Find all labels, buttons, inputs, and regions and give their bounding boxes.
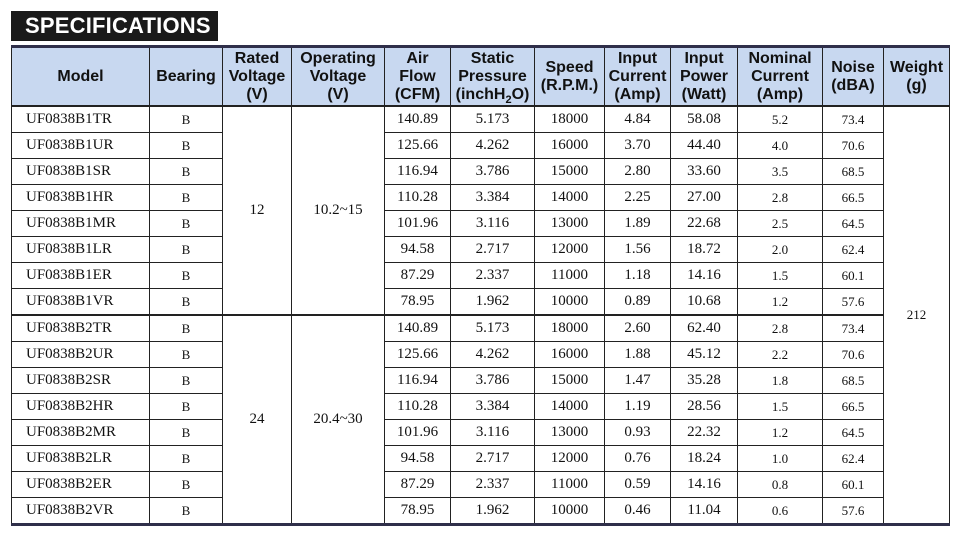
bearing-cell: B — [150, 446, 223, 472]
air-flow-cell: 101.96 — [385, 211, 451, 237]
noise-cell: 70.6 — [823, 342, 884, 368]
input-power-cell: 14.16 — [671, 472, 738, 498]
model-cell: UF0838B2ER — [12, 472, 150, 498]
nominal-current-cell: 5.2 — [738, 106, 823, 133]
table-row — [12, 498, 950, 525]
input-current-cell: 1.47 — [605, 368, 671, 394]
static-pressure-cell: 3.384 — [451, 394, 535, 420]
input-current-cell: 2.80 — [605, 159, 671, 185]
weight-cell: 212 — [884, 106, 950, 525]
table-row — [12, 394, 950, 420]
table-body — [12, 106, 950, 525]
nominal-current-cell: 2.2 — [738, 342, 823, 368]
header-nominal-current: Nominal Current (Amp) — [738, 47, 823, 107]
static-pressure-cell: 2.337 — [451, 263, 535, 289]
input-power-cell: 18.72 — [671, 237, 738, 263]
bearing-cell: B — [150, 211, 223, 237]
nominal-current-cell: 1.2 — [738, 289, 823, 316]
speed-cell: 16000 — [535, 342, 605, 368]
static-pressure-cell: 2.337 — [451, 472, 535, 498]
operating-voltage-cell: 10.2~15 — [292, 106, 385, 315]
air-flow-cell: 101.96 — [385, 420, 451, 446]
noise-cell: 64.5 — [823, 420, 884, 446]
static-pressure-cell: 5.173 — [451, 106, 535, 133]
noise-cell: 57.6 — [823, 289, 884, 316]
bearing-cell: B — [150, 368, 223, 394]
air-flow-cell: 116.94 — [385, 159, 451, 185]
header-noise: Noise (dBA) — [823, 47, 884, 107]
header-air-flow: Air Flow (CFM) — [385, 47, 451, 107]
model-cell: UF0838B2VR — [12, 498, 150, 525]
air-flow-cell: 94.58 — [385, 237, 451, 263]
noise-cell: 66.5 — [823, 185, 884, 211]
noise-cell: 60.1 — [823, 263, 884, 289]
air-flow-cell: 87.29 — [385, 263, 451, 289]
input-current-cell: 3.70 — [605, 133, 671, 159]
model-cell: UF0838B2SR — [12, 368, 150, 394]
input-power-cell: 35.28 — [671, 368, 738, 394]
bearing-cell: B — [150, 394, 223, 420]
input-current-cell: 0.46 — [605, 498, 671, 525]
noise-cell: 60.1 — [823, 472, 884, 498]
speed-cell: 12000 — [535, 237, 605, 263]
speed-cell: 14000 — [535, 394, 605, 420]
input-power-cell: 44.40 — [671, 133, 738, 159]
table-row — [12, 315, 950, 342]
bearing-cell: B — [150, 420, 223, 446]
table-row — [12, 106, 950, 133]
input-current-cell: 1.56 — [605, 237, 671, 263]
input-power-cell: 22.68 — [671, 211, 738, 237]
speed-cell: 18000 — [535, 315, 605, 342]
input-current-cell: 1.19 — [605, 394, 671, 420]
input-current-cell: 1.88 — [605, 342, 671, 368]
header-rated-voltage: Rated Voltage (V) — [223, 47, 292, 107]
input-current-cell: 0.93 — [605, 420, 671, 446]
model-cell: UF0838B1VR — [12, 289, 150, 316]
input-current-cell: 0.59 — [605, 472, 671, 498]
static-pressure-cell: 3.384 — [451, 185, 535, 211]
input-power-cell: 18.24 — [671, 446, 738, 472]
air-flow-cell: 87.29 — [385, 472, 451, 498]
bearing-cell: B — [150, 472, 223, 498]
noise-cell: 62.4 — [823, 446, 884, 472]
noise-cell: 68.5 — [823, 159, 884, 185]
bearing-cell: B — [150, 159, 223, 185]
nominal-current-cell: 1.8 — [738, 368, 823, 394]
noise-cell: 68.5 — [823, 368, 884, 394]
air-flow-cell: 94.58 — [385, 446, 451, 472]
header-input-current: Input Current (Amp) — [605, 47, 671, 107]
table-row — [12, 472, 950, 498]
bearing-cell: B — [150, 106, 223, 133]
input-power-cell: 27.00 — [671, 185, 738, 211]
table-row — [12, 446, 950, 472]
nominal-current-cell: 2.0 — [738, 237, 823, 263]
air-flow-cell: 140.89 — [385, 315, 451, 342]
nominal-current-cell: 2.8 — [738, 185, 823, 211]
nominal-current-cell: 0.6 — [738, 498, 823, 525]
header-static-pressure: Static Pressure (inchH$_2$O) — [451, 47, 535, 107]
static-pressure-cell: 3.786 — [451, 368, 535, 394]
speed-cell: 14000 — [535, 185, 605, 211]
input-power-cell: 10.68 — [671, 289, 738, 316]
air-flow-cell: 140.89 — [385, 106, 451, 133]
noise-cell: 70.6 — [823, 133, 884, 159]
section-title: SPECIFICATIONS — [11, 11, 218, 41]
model-cell: UF0838B2UR — [12, 342, 150, 368]
static-pressure-cell: 1.962 — [451, 498, 535, 525]
model-cell: UF0838B1TR — [12, 106, 150, 133]
bearing-cell: B — [150, 289, 223, 316]
table-row — [12, 211, 950, 237]
speed-cell: 13000 — [535, 420, 605, 446]
table-row — [12, 289, 950, 316]
header-model: Model — [12, 47, 150, 107]
operating-voltage-cell: 20.4~30 — [292, 315, 385, 525]
input-current-cell: 2.25 — [605, 185, 671, 211]
speed-cell: 18000 — [535, 106, 605, 133]
static-pressure-cell: 3.116 — [451, 211, 535, 237]
header-input-power: Input Power (Watt) — [671, 47, 738, 107]
table-row — [12, 185, 950, 211]
table-row — [12, 237, 950, 263]
model-cell: UF0838B2TR — [12, 315, 150, 342]
input-power-cell: 33.60 — [671, 159, 738, 185]
speed-cell: 11000 — [535, 472, 605, 498]
bearing-cell: B — [150, 185, 223, 211]
input-power-cell: 28.56 — [671, 394, 738, 420]
table-row — [12, 133, 950, 159]
rated-voltage-cell: 24 — [223, 315, 292, 525]
input-power-cell: 11.04 — [671, 498, 738, 525]
noise-cell: 73.4 — [823, 315, 884, 342]
noise-cell: 66.5 — [823, 394, 884, 420]
air-flow-cell: 110.28 — [385, 394, 451, 420]
input-power-cell: 22.32 — [671, 420, 738, 446]
input-current-cell: 4.84 — [605, 106, 671, 133]
static-pressure-cell: 3.786 — [451, 159, 535, 185]
nominal-current-cell: 0.8 — [738, 472, 823, 498]
specifications-table — [11, 45, 950, 526]
table-row — [12, 342, 950, 368]
model-cell: UF0838B1LR — [12, 237, 150, 263]
nominal-current-cell: 2.5 — [738, 211, 823, 237]
air-flow-cell: 78.95 — [385, 498, 451, 525]
air-flow-cell: 125.66 — [385, 133, 451, 159]
header-speed: Speed (R.P.M.) — [535, 47, 605, 107]
input-power-cell: 45.12 — [671, 342, 738, 368]
noise-cell: 64.5 — [823, 211, 884, 237]
input-current-cell: 0.89 — [605, 289, 671, 316]
model-cell: UF0838B1MR — [12, 211, 150, 237]
model-cell: UF0838B1UR — [12, 133, 150, 159]
static-pressure-cell: 3.116 — [451, 420, 535, 446]
nominal-current-cell: 1.5 — [738, 394, 823, 420]
speed-cell: 10000 — [535, 289, 605, 316]
nominal-current-cell: 2.8 — [738, 315, 823, 342]
input-power-cell: 14.16 — [671, 263, 738, 289]
nominal-current-cell: 1.2 — [738, 420, 823, 446]
speed-cell: 15000 — [535, 368, 605, 394]
input-current-cell: 0.76 — [605, 446, 671, 472]
bearing-cell: B — [150, 342, 223, 368]
input-current-cell: 1.89 — [605, 211, 671, 237]
noise-cell: 73.4 — [823, 106, 884, 133]
nominal-current-cell: 1.5 — [738, 263, 823, 289]
input-power-cell: 58.08 — [671, 106, 738, 133]
input-current-cell: 2.60 — [605, 315, 671, 342]
nominal-current-cell: 1.0 — [738, 446, 823, 472]
model-cell: UF0838B2LR — [12, 446, 150, 472]
speed-cell: 13000 — [535, 211, 605, 237]
rated-voltage-cell: 12 — [223, 106, 292, 315]
bearing-cell: B — [150, 263, 223, 289]
table-row — [12, 368, 950, 394]
air-flow-cell: 110.28 — [385, 185, 451, 211]
bearing-cell: B — [150, 237, 223, 263]
header-weight: Weight (g) — [884, 47, 950, 107]
static-pressure-cell: 1.962 — [451, 289, 535, 316]
header-operating-voltage: Operating Voltage (V) — [292, 47, 385, 107]
model-cell: UF0838B2HR — [12, 394, 150, 420]
table-row — [12, 263, 950, 289]
static-pressure-cell: 2.717 — [451, 446, 535, 472]
model-cell: UF0838B1ER — [12, 263, 150, 289]
noise-cell: 57.6 — [823, 498, 884, 525]
static-pressure-cell: 4.262 — [451, 133, 535, 159]
header-row — [12, 47, 950, 107]
bearing-cell: B — [150, 315, 223, 342]
model-cell: UF0838B2MR — [12, 420, 150, 446]
model-cell: UF0838B1HR — [12, 185, 150, 211]
noise-cell: 62.4 — [823, 237, 884, 263]
static-pressure-cell: 2.717 — [451, 237, 535, 263]
static-pressure-cell: 4.262 — [451, 342, 535, 368]
input-current-cell: 1.18 — [605, 263, 671, 289]
speed-cell: 16000 — [535, 133, 605, 159]
speed-cell: 10000 — [535, 498, 605, 525]
static-pressure-cell: 5.173 — [451, 315, 535, 342]
table-row — [12, 159, 950, 185]
bearing-cell: B — [150, 133, 223, 159]
speed-cell: 12000 — [535, 446, 605, 472]
table-row — [12, 420, 950, 446]
air-flow-cell: 116.94 — [385, 368, 451, 394]
speed-cell: 11000 — [535, 263, 605, 289]
input-power-cell: 62.40 — [671, 315, 738, 342]
nominal-current-cell: 3.5 — [738, 159, 823, 185]
air-flow-cell: 125.66 — [385, 342, 451, 368]
header-bearing: Bearing — [150, 47, 223, 107]
bearing-cell: B — [150, 498, 223, 525]
nominal-current-cell: 4.0 — [738, 133, 823, 159]
air-flow-cell: 78.95 — [385, 289, 451, 316]
model-cell: UF0838B1SR — [12, 159, 150, 185]
speed-cell: 15000 — [535, 159, 605, 185]
